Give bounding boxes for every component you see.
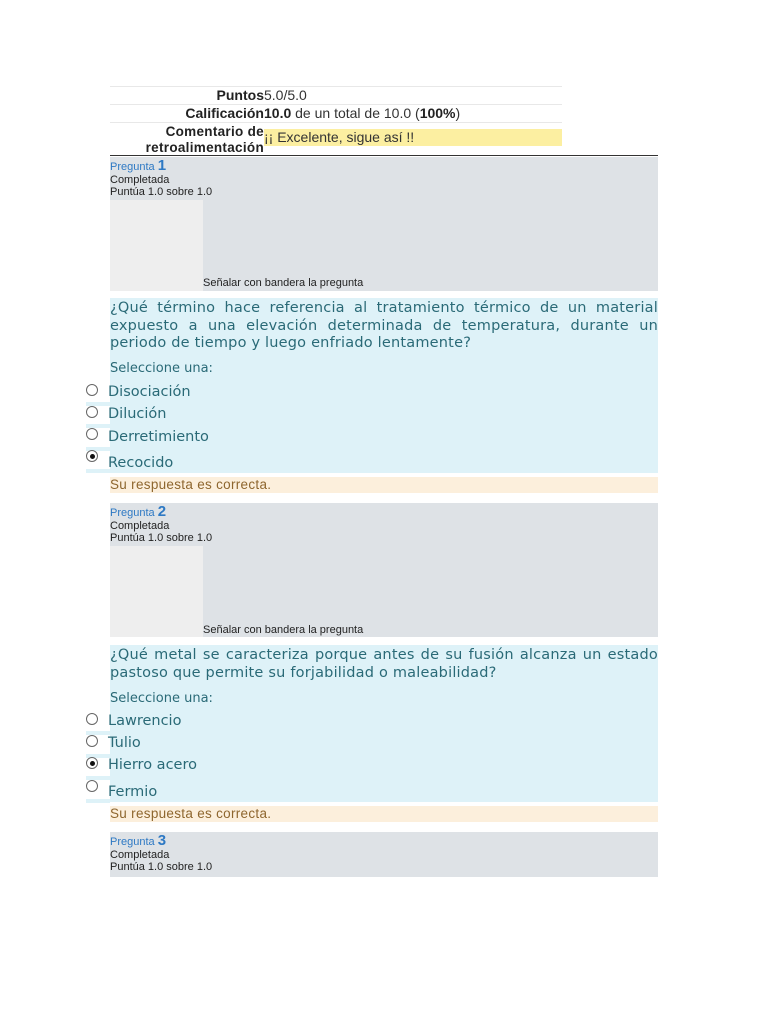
- answer-label: Tulio: [108, 735, 141, 751]
- question-state: Completada: [110, 849, 170, 861]
- question-info-panel: [110, 200, 203, 291]
- question-info-2: [110, 503, 658, 637]
- question-text: ¿Qué metal se caracteriza porque antes de su fusión alcanza un estado pastoso que permite su forjabilidad o maleabilidad?: [110, 647, 658, 681]
- radio-button[interactable]: [86, 735, 98, 747]
- answer-label: Fermio: [108, 784, 158, 800]
- question-mark: Puntúa 1.0 sobre 1.0: [110, 186, 213, 198]
- feedback-label: Comentario de retroalimentación: [145, 124, 264, 155]
- answer-label: Recocido: [108, 455, 174, 471]
- radio-button[interactable]: [86, 713, 98, 725]
- answer-label: Lawrencio: [108, 713, 182, 729]
- grade-row: [110, 104, 562, 122]
- question-info-panel: [110, 546, 203, 637]
- radio-button-selected[interactable]: [86, 757, 98, 769]
- question-content-2: [110, 645, 658, 802]
- answer-label: Derretimiento: [108, 429, 209, 445]
- question-number: Pregunta 1: [110, 157, 167, 174]
- question-info-3: [110, 832, 658, 877]
- answer-feedback: Su respuesta es correcta.: [110, 806, 658, 822]
- points-label: Puntos: [216, 87, 264, 103]
- question-mark: Puntúa 1.0 sobre 1.0: [110, 861, 213, 873]
- summary-divider: [110, 155, 658, 156]
- question-content-1: [110, 298, 658, 473]
- grade-value: 10.0 de un total de 10.0 (100%): [264, 105, 461, 121]
- radio-button-selected[interactable]: [86, 450, 98, 462]
- radio-button[interactable]: [86, 406, 98, 418]
- question-state: Completada: [110, 520, 170, 532]
- radio-button[interactable]: [86, 384, 98, 396]
- question-info-1: [110, 157, 658, 291]
- points-row: [110, 86, 562, 104]
- feedback-value: ¡¡ Excelente, sigue así !!: [264, 129, 562, 146]
- question-mark: Puntúa 1.0 sobre 1.0: [110, 532, 213, 544]
- answer-label: Disociación: [108, 384, 191, 400]
- radio-button[interactable]: [86, 780, 98, 792]
- answer-feedback: Su respuesta es correcta.: [110, 477, 658, 493]
- answer-prompt: Seleccione una:: [110, 361, 213, 376]
- answer-label: Hierro acero: [108, 757, 197, 773]
- flag-question-link[interactable]: Señalar con bandera la pregunta: [203, 277, 364, 289]
- radio-button[interactable]: [86, 428, 98, 440]
- answer-label: Dilución: [108, 406, 167, 422]
- quiz-summary: [110, 86, 562, 156]
- flag-question-link[interactable]: Señalar con bandera la pregunta: [203, 624, 364, 636]
- answer-prompt: Seleccione una:: [110, 691, 213, 706]
- feedback-row: [110, 122, 562, 156]
- question-number: Pregunta 3: [110, 832, 167, 849]
- points-value: 5.0/5.0: [264, 87, 307, 103]
- question-state: Completada: [110, 174, 170, 186]
- grade-label: Calificación: [185, 105, 264, 121]
- question-text: ¿Qué término hace referencia al tratamiento térmico de un material expuesto a una elevación determinada de temperatura, durante un periodo de tiempo y luego enfriado lentamente?: [110, 300, 658, 351]
- question-number: Pregunta 2: [110, 503, 167, 520]
